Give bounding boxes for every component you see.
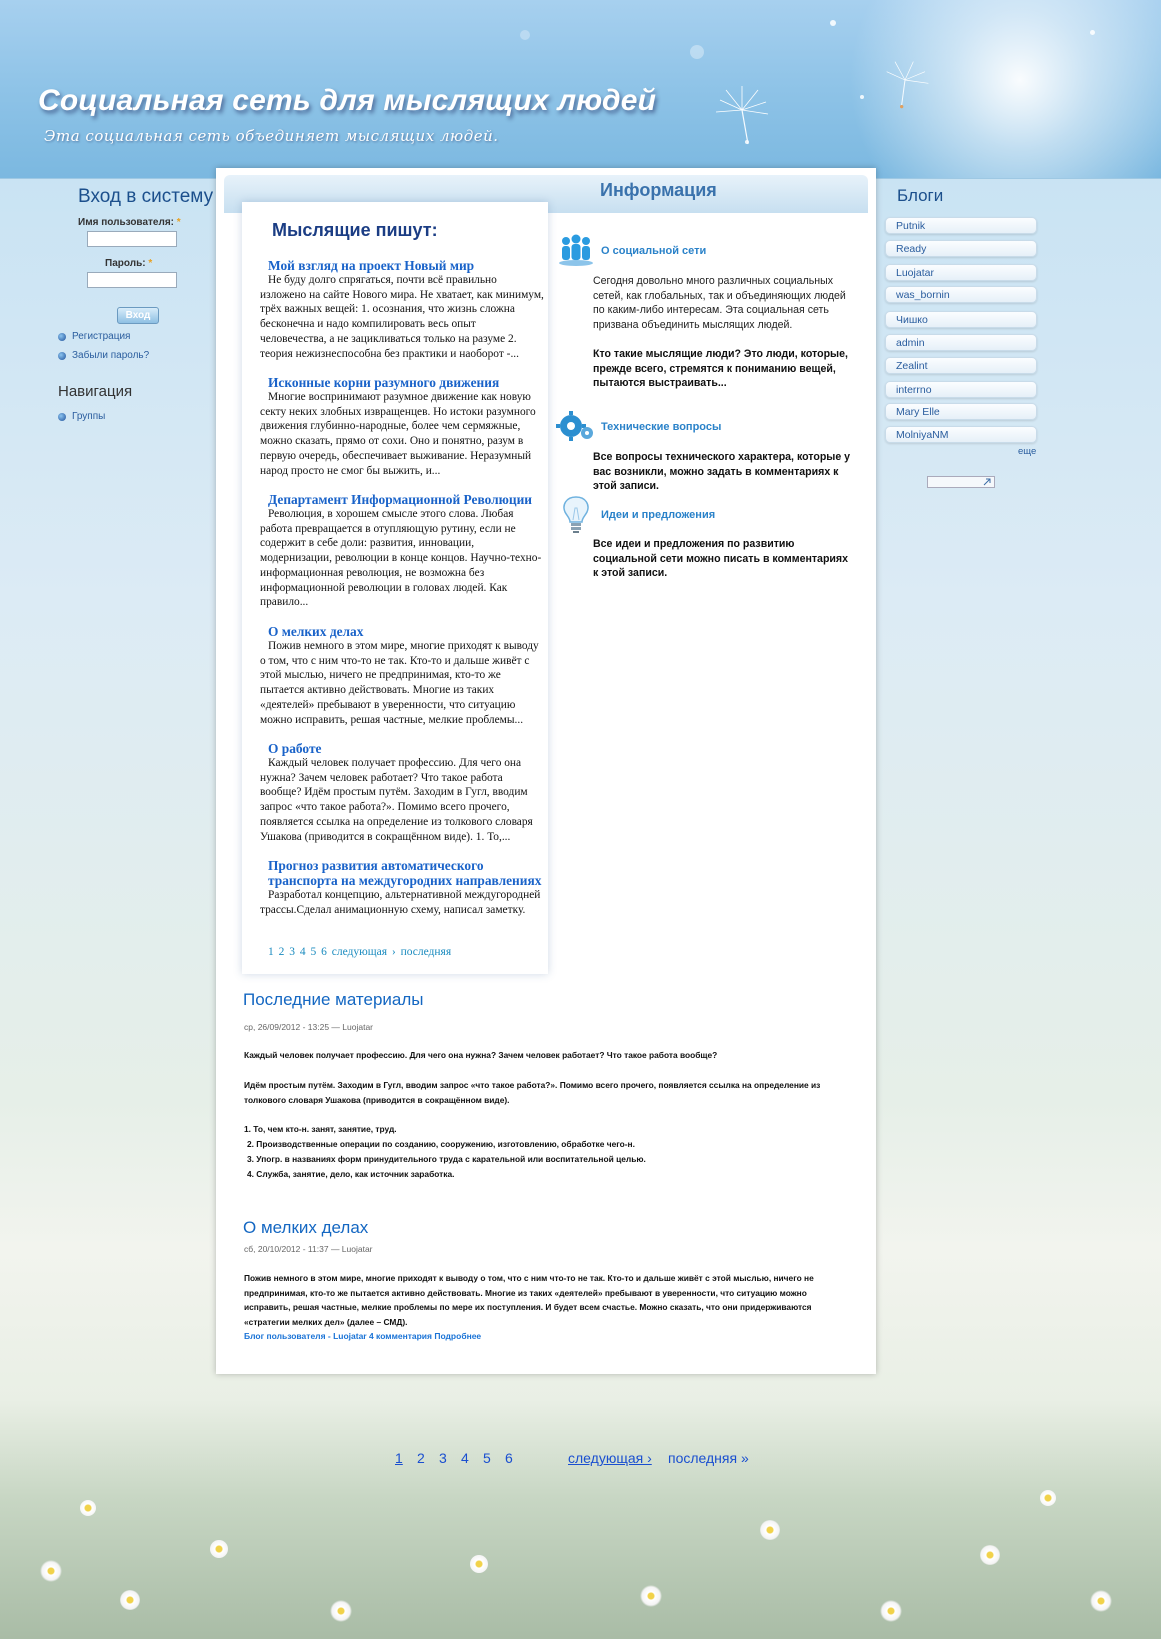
info-text-about: Сегодня довольно много различных социальных сетей, как глобальных, так и объединяющих людей по каким-либо интересам. Эта социальная сеть призвана объединить мыслящих людей. [593,275,846,332]
post-excerpt: Многие воспринимают разумное движение как новую секту неких злобных извращенцев. Но истоки разумного движения глубинно-народные, более чем сермяжные, можно сказать, прямо от сохи. Оно и понятно, разум в первую очередь, обеспечивает выживание. Неразумный народ просто не смог бы выжить, и... [260,391,536,477]
article-meta: ср, 26/09/2012 - 13:25 — Luojatar [244,1022,374,1032]
info-text-ideas: Все идеи и предложения по развитию социальной сети можно писать в комментариях к этой записи. [593,538,849,580]
blog-item[interactable]: Чишко [885,311,1037,328]
post-excerpt: Революция, в хорошем смысле этого слова. Любая работа превращается в отупляющую рутину, если не содержит в себе доли: развития, инновации, модернизации, революции в конце концов. Научно-техно-информационная революция, не возможна без информационной революции в головах людей. Как правило... [260,508,542,609]
article-title[interactable]: О мелких делах [243,1218,369,1237]
dandelion-seed-icon [880,60,930,110]
post-title[interactable]: Прогноз развития автоматического транспорта на междугородних направлениях [268,858,542,888]
article-list-item: 2. Производственные операции по созданию, сооружению, изготовлению, обработке чего-н. [247,1139,635,1149]
username-label-text: Имя пользователя: [78,217,174,228]
username-label [78,217,181,228]
post-item [260,741,544,844]
thinkers-write-card [242,202,548,974]
login-block-title: Вход в систему [78,186,214,207]
article-paragraph: Каждый человек получает профессию. Для чего она нужна? Зачем человек работает? Что такое работа вообще? [244,1050,718,1060]
pager-page[interactable]: 4 [461,1450,469,1466]
lightbulb-icon [556,494,596,536]
pager-next[interactable]: следующая › [568,1450,652,1466]
article-list-item: 4. Служба, занятие, дело, как источник заработка. [247,1169,455,1179]
blog-item[interactable]: Zealint [885,357,1037,374]
article-links[interactable]: Блог пользователя - Luojatar 4 комментария Подробнее [244,1331,482,1341]
people-icon [556,232,596,268]
article-paragraph: Идём простым путём. Заходим в Гугл, вводим запрос «что такое работа?». Помимо всего прочего, появляется ссылка на определение из толкового словаря Ушакова (приводится в сокращённом виде). [244,1080,821,1105]
blog-item[interactable]: MolniyaNM [885,426,1037,443]
site-title[interactable]: Социальная сеть для мыслящих людей [38,84,657,117]
password-input[interactable] [87,272,177,288]
pager-last[interactable]: последняя » [668,1450,749,1466]
info-heading-ideas[interactable]: Идеи и предложения [601,509,716,521]
article-paragraph: Пожив немного в этом мире, многие приходят к выводу о том, что с ним что-то не так. Кто-то и дальше живёт с этой мыслью, ничего не предпринимая, кто-то же пытается активно действовать. Многие из таких «деятелей» пребывают в уверенности, что ситуацию можно исправить, решая частные, мелкие проблемы по мере их поступления. И будет всем счастье. Можно сказать, что они придерживаются «стратегии мелких дел» (далее – СМД). [244,1273,814,1327]
username-input[interactable] [87,231,177,247]
latest-materials-title: Последние материалы [243,990,424,1009]
info-section-title: Информация [600,180,717,200]
post-title[interactable]: О работе [268,741,322,756]
register-link[interactable]: Регистрация [58,331,130,342]
post-item [260,258,544,361]
blog-item[interactable]: admin [885,334,1037,351]
post-excerpt: Пожив немного в этом мире, многие приходят к выводу о том, что с ним что-то не так. Кто-то и дальше живёт с этой мыслью, ничего не предпринимая, кто-то же пытается активно действовать. Многие из таких «деятелей» пребывают в уверенности, что ситуацию можно исправить, решая частные, мелкие проблемы... [260,640,539,726]
card-title: Мыслящие пишут: [272,220,438,240]
forgot-password-link[interactable]: Забыли пароль? [58,350,149,361]
post-excerpt: Каждый человек получает профессию. Для чего она нужна? Зачем человек работает? Что такое работа вообще? Идём простым путём. Заходим в Гугл, вводим запрос «что такое работа?». Помимо всего прочего, появляется ссылка на определение из толкового словаря Ушакова (приводится в сокращённом виде). 1. То,... [260,757,533,843]
pager-page[interactable]: 6 [505,1450,513,1466]
pager-page[interactable]: 3 [439,1450,447,1466]
article-list-item: 1. То, чем кто-н. занят, занятие, труд. [244,1124,397,1134]
login-button[interactable]: Вход [117,307,159,324]
blog-item[interactable]: was_bornin [885,286,1037,303]
required-mark: * [176,217,181,228]
post-item [260,624,544,727]
external-link-icon [928,477,994,487]
info-text-who: Кто такие мыслящие люди? Это люди, которые, прежде всего, стремятся к пониманию вещей, пытаются выстраивать... [593,348,848,390]
main-panel [216,168,876,1374]
gears-icon [556,408,596,444]
article-meta: сб, 20/10/2012 - 11:37 — Luojatar [244,1244,373,1254]
site-header [0,0,1161,179]
blog-item[interactable]: Putnik [885,217,1037,234]
required-mark: * [148,258,153,269]
post-item [260,858,544,917]
post-excerpt: Разработал концепцию, альтернативной междугородней трассы.Сделал анимационную схему, написал заметку. [260,889,541,916]
article-list-item: 3. Упогр. в названиях форм принудительного труда с карательной или воспитательной целью. [247,1154,646,1164]
post-title[interactable]: О мелких делах [268,624,364,639]
blog-item[interactable]: Mary Elle [885,403,1037,420]
blog-item[interactable]: Ready [885,240,1037,257]
site-slogan: Эта социальная сеть объединяет мыслящих людей. [44,127,499,145]
info-heading-about[interactable]: О социальной сети [601,245,707,257]
blogs-title: Блоги [897,186,944,205]
blog-item[interactable]: Luojatar [885,264,1037,281]
blog-item[interactable]: interrno [885,381,1037,398]
blogs-more-link[interactable]: еще [1018,446,1037,457]
password-label-text: Пароль: [105,258,146,269]
navigation-title: Навигация [58,383,133,400]
post-item [260,492,544,610]
counter-badge[interactable] [927,476,995,488]
password-label [105,258,152,269]
post-title[interactable]: Мой взгляд на проект Новый мир [268,258,475,273]
info-text-tech: Все вопросы технического характера, которые у вас возникли, можно задать в комментариях к этой записи. [593,451,851,493]
pager-page-current[interactable]: 1 [395,1450,403,1466]
info-heading-tech[interactable]: Технические вопросы [601,421,722,433]
card-pager[interactable]: 1 2 3 4 5 6 следующая › последняя [268,946,452,958]
dandelion-seed-icon [712,86,772,146]
pager-page[interactable]: 2 [417,1450,425,1466]
post-item [260,375,544,478]
nav-item-groups[interactable]: Группы [58,411,105,422]
pager-page[interactable]: 5 [483,1450,491,1466]
post-title[interactable]: Исконные корни разумного движения [268,375,500,390]
post-title[interactable]: Департамент Информационной Революции [268,492,533,507]
post-excerpt: Не буду долго спрягаться, почти всё правильно изложено на сайте Нового мира. Не хватает, как минимум, трёх важных вещей: 1. осознания, что жизнь сложна бесконечна и надо компилировать весь опыт человечества, а не зацикливаться только на разуме 2. теория нежизнеспособна без практики и наоборот -... [260,274,544,360]
